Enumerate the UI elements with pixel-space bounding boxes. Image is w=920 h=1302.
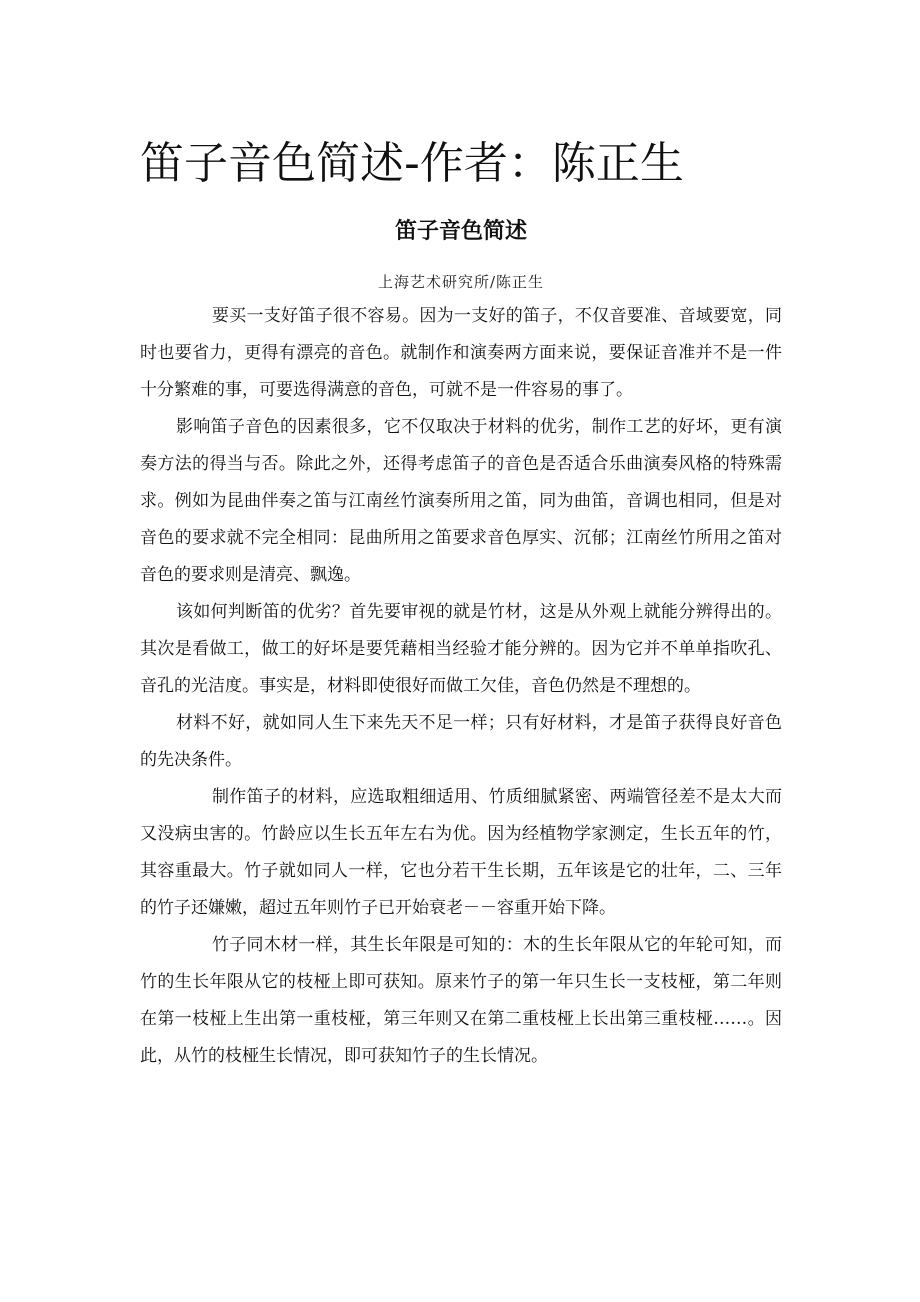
author-line: 上海艺术研究所/陈正生 — [377, 273, 545, 291]
page-title: 笛子音色简述-作者：陈正生 — [140, 138, 684, 189]
paragraph-6: 竹子同木材一样，其生长年限是可知的：木的生长年限从它的年轮可知，而竹的生长年限从它的枝桠上即可获知。原来竹子的第一年只生长一支枝桠，第二年则在第一枝桠上生出第一重枝桠，第三年则又在第二重枝桠上长出第三重枝桠……。因此，从竹的枝桠生长情况，即可获知竹子的生长情况。 — [140, 935, 782, 1066]
article-body — [140, 298, 782, 1075]
article-subtitle: 笛子音色简述 — [394, 219, 527, 244]
paragraph-1: 要买一支好笛子很不容易。因为一支好的笛子，不仅音要准、音域要宽，同时也要省力，更得有漂亮的音色。就制作和演奏两方面来说，要保证音准并不是一件十分繁难的事，可要选得满意的音色，可就不是一件容易的事了。 — [140, 306, 782, 400]
paragraph-5: 制作笛子的材料，应选取粗细适用、竹质细腻紧密、两端管径差不是太大而又没病虫害的。竹龄应以生长五年左右为优。因为经植物学家测定，生长五年的竹，其容重最大。竹子就如同人一样，它也分若干生长期，五年该是它的壮年，二、三年的竹子还嫌嫩，超过五年则竹子已开始衰老－－容重开始下降。 — [140, 787, 782, 918]
paragraph-4: 材料不好，就如同人生下来先天不足一样；只有好材料，才是笛子获得良好音色的先决条件。 — [140, 713, 782, 770]
paragraph-2: 影响笛子音色的因素很多，它不仅取决于材料的优劣，制作工艺的好坏，更有演奏方法的得当与否。除此之外，还得考虑笛子的音色是否适合乐曲演奏风格的特殊需求。例如为昆曲伴奏之笛与江南丝竹演奏所用之笛，同为曲笛，音调也相同，但是对音色的要求就不完全相同：昆曲所用之笛要求音色厚实、沉郁；江南丝竹所用之笛对音色的要求则是清亮、飘逸。 — [140, 417, 782, 585]
paragraph-3: 该如何判断笛的优劣？首先要审视的就是竹材，这是从外观上就能分辨得出的。其次是看做工，做工的好坏是要凭藉相当经验才能分辨的。因为它并不单单指吹孔、音孔的光洁度。事实是，材料即使很好而做工欠佳，音色仍然是不理想的。 — [140, 602, 782, 696]
